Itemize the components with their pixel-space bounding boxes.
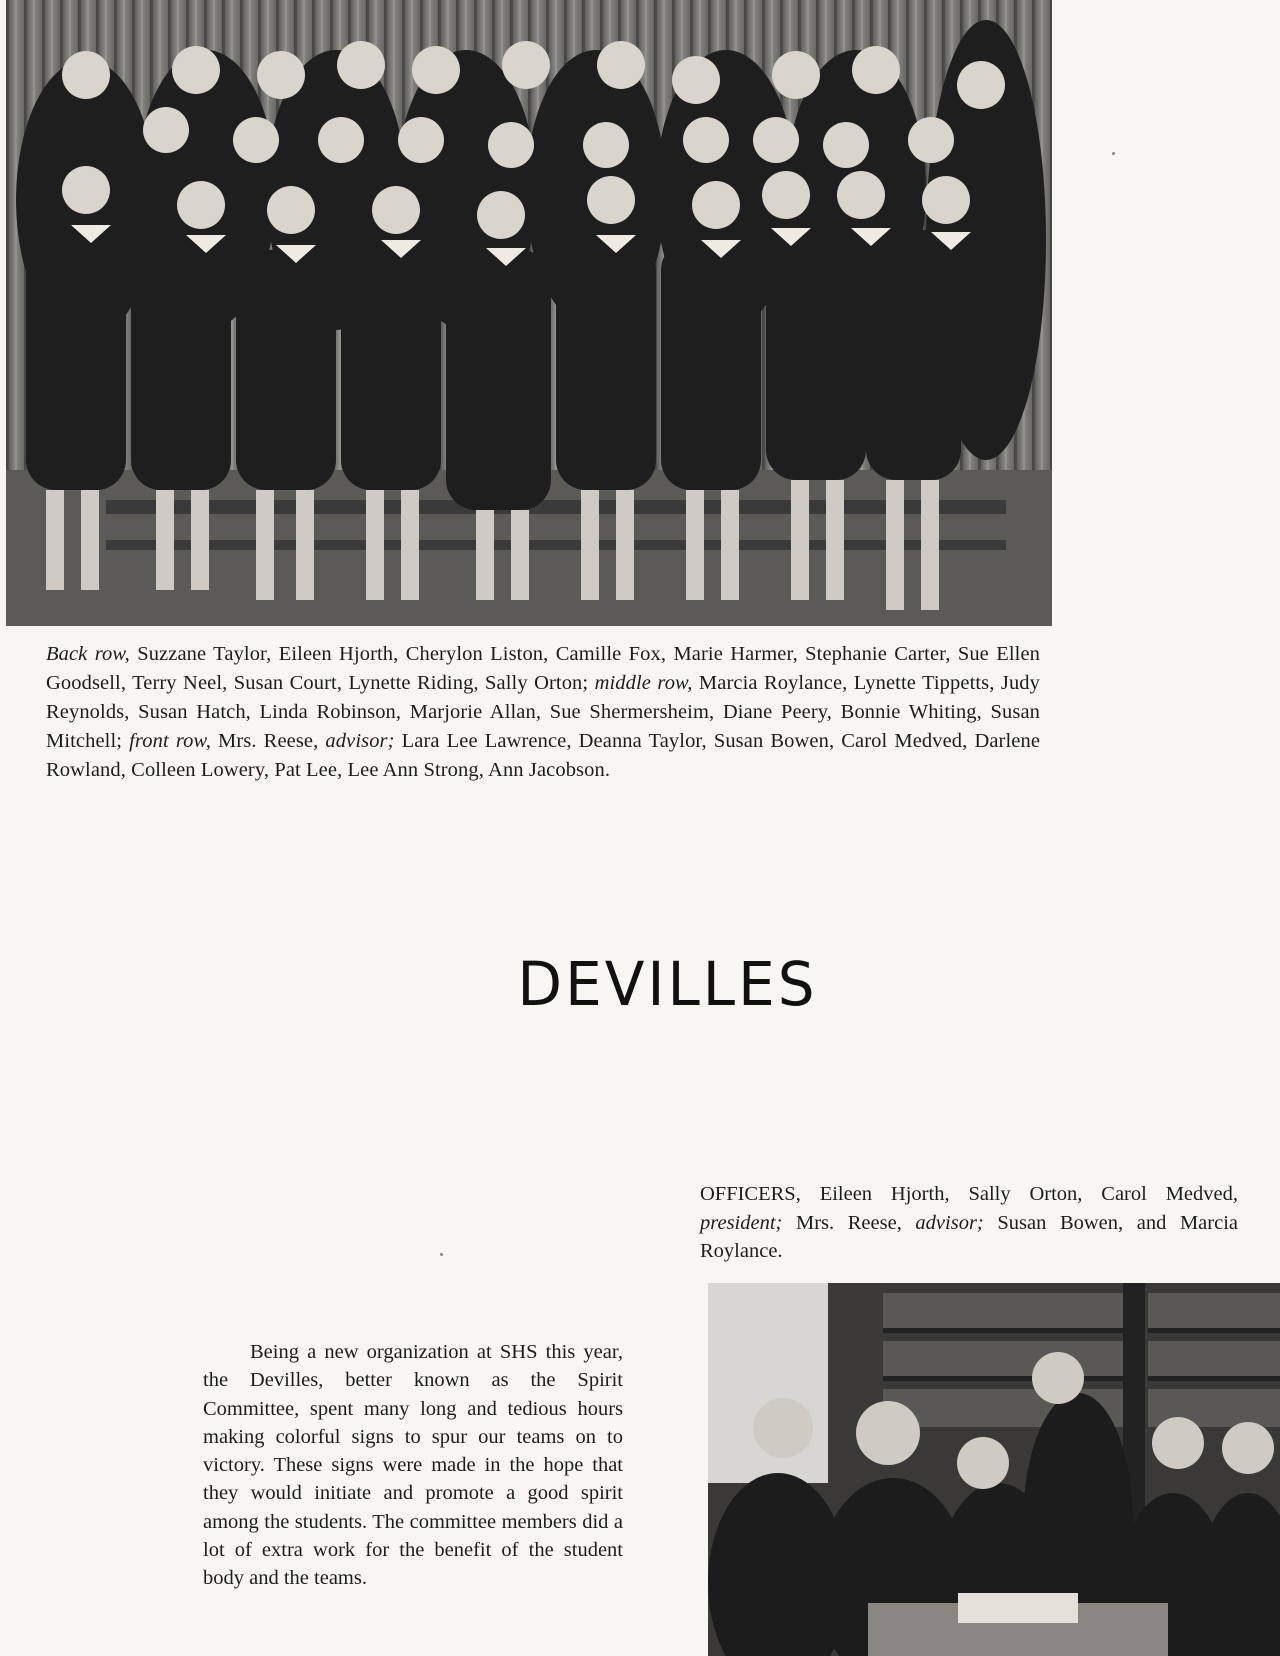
officers-names-end: Susan Bowen, and Marcia Roylance. (700, 1211, 1238, 1262)
front-row-names-start: Mrs. Reese, (210, 730, 326, 752)
back-row-label: Back row, (46, 643, 130, 665)
front-row-label: front row, (129, 730, 211, 752)
paper-speck (1112, 152, 1115, 155)
officers-names-start: OFFICERS, Eileen Hjorth, Sally Orton, Carol Medved, (700, 1183, 1238, 1205)
officers-advisor-label: advisor; (915, 1211, 984, 1234)
body-paragraph: Being a new organization at SHS this year, the Devilles, better known as the Spirit Committee, spent many long and tedious hours making colorful signs to spur our teams on to victory. These signs were made in the hope that they would initiate and promote a good spirit among the students. The committee members did a lot of extra work for the benefit of the student body and the teams. (203, 1341, 623, 1590)
group-photo (6, 0, 1052, 626)
back-row-names: Suzzane Taylor, Eileen Hjorth, Cherylon Liston, Camille Fox, Marie Harmer, Stephanie Carter, Sue Ellen Goodsell, Terry Neel, Susan Court, Lynette Riding, Sally Orton; (46, 643, 1040, 694)
front-row-names-end: Lara Lee Lawrence, Deanna Taylor, Susan Bowen, Carol Medved, Darlene Rowland, Colleen Lowery, Pat Lee, Lee Ann Strong, Ann Jacobson. (46, 730, 1041, 781)
officers-photo-caption (700, 1180, 1238, 1266)
paper-speck (440, 1253, 443, 1256)
middle-row-names: Marcia Roylance, Lynette Tippetts, Judy Reynolds, Susan Hatch, Linda Robinson, Marjorie Allan, Sue Shermersheim, Diane Peery, Bonnie Whiting, Susan Mitchell; (46, 672, 1040, 752)
president-label: president; (700, 1211, 783, 1234)
page-title: DEVILLES (517, 948, 818, 1020)
officers-photo (708, 1283, 1280, 1656)
advisor-label: advisor; (325, 730, 395, 752)
middle-row-label: middle row, (594, 672, 693, 694)
group-photo-caption (46, 640, 1040, 785)
officers-names-middle: Mrs. Reese, (782, 1211, 916, 1234)
